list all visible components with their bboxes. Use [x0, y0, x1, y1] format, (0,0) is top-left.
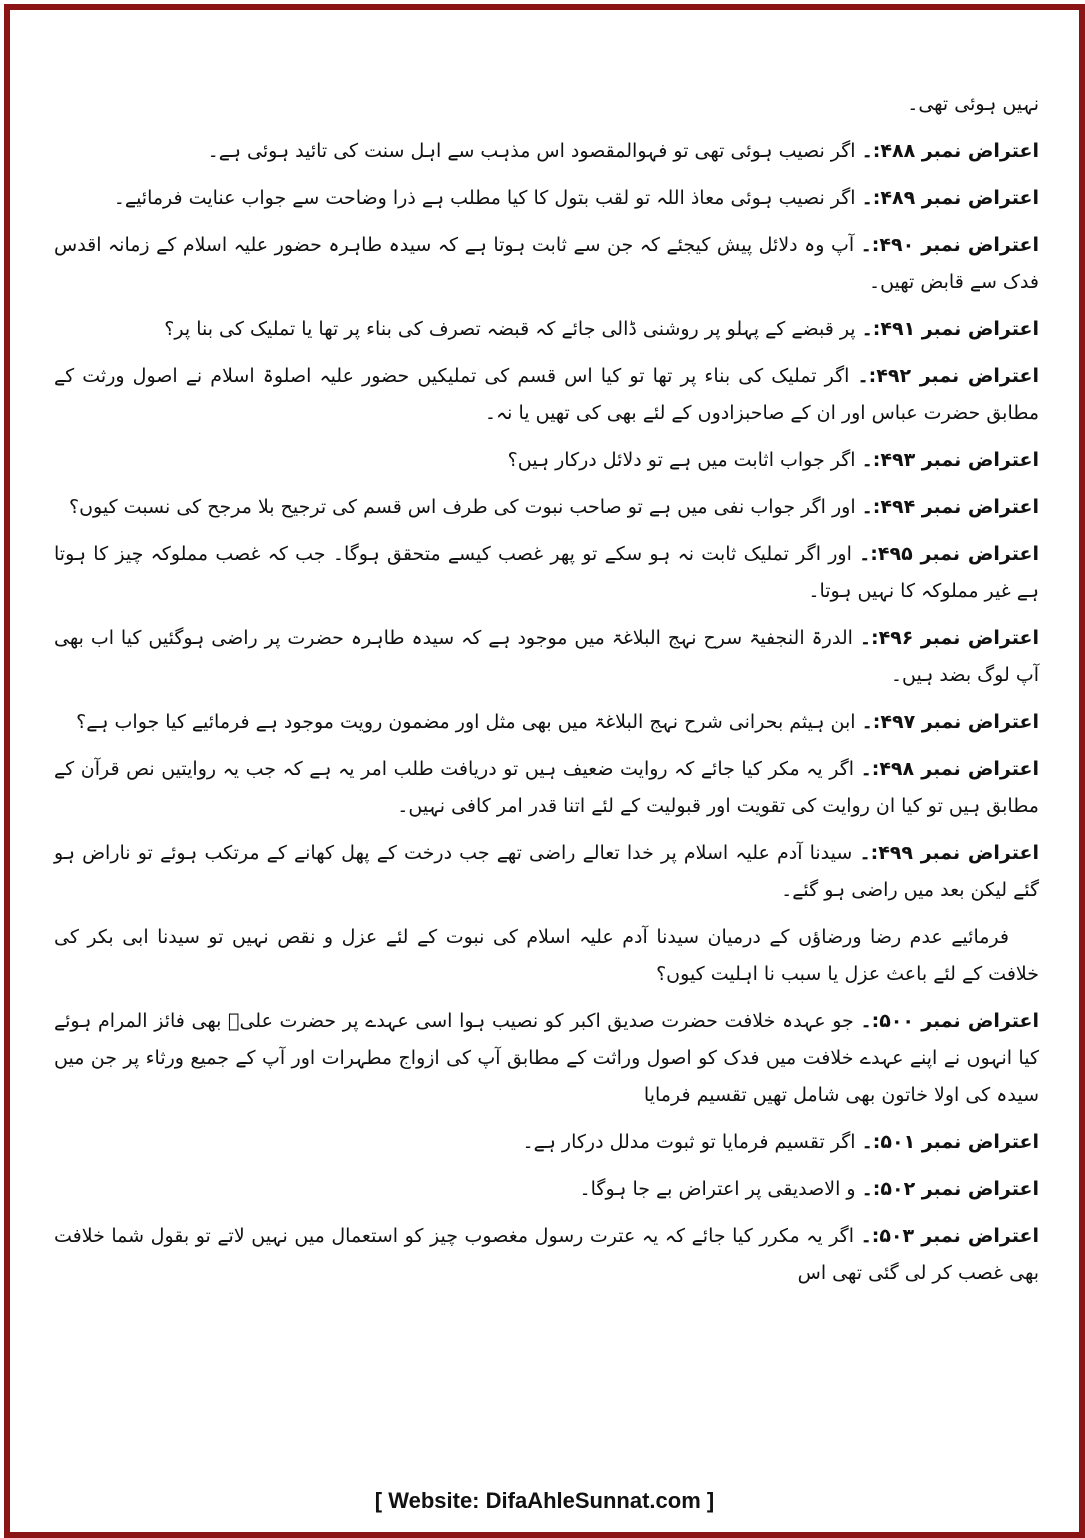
- objection-text: اگر نصیب ہوئی تھی تو فہوالمقصود اس مذہب سے اہل سنت کی تائید ہوئی ہے۔: [207, 140, 856, 162]
- objection-501: [54, 1124, 1039, 1161]
- objection-label: اعتراض نمبر ۴۹۹:۔: [859, 842, 1039, 864]
- objection-489: [54, 180, 1039, 217]
- objection-label: اعتراض نمبر ۵۰۰:۔: [860, 1010, 1040, 1032]
- website-footer: [ Website: DifaAhleSunnat.com ]: [374, 1488, 715, 1513]
- objection-text: اگر جواب اثابت میں ہے تو دلائل درکار ہیں؟: [507, 449, 856, 471]
- objection-label: اعتراض نمبر ۴۹۸:۔: [860, 758, 1039, 780]
- objection-label: اعتراض نمبر ۴۹۳:۔: [861, 449, 1039, 471]
- objection-text: جو عہدہ خلافت حضرت صدیق اکبر کو نصیب ہوا اسی عہدے پر حضرت علیؓ بھی فائز المرام ہوئے کیا انہوں نے اپنے عہدے خلافت میں فدک کو اصول وراثت کے مطابق آپ کی ازواج مطہرات اور آپ کے جمیع ورثاء پر جن میں سیدہ کی اولا خاتون بھی شامل تھیں تقسیم فرمایا: [54, 1010, 1039, 1106]
- objection-502: [54, 1171, 1039, 1208]
- objection-493: [54, 442, 1039, 479]
- objection-text: آپ وہ دلائل پیش کیجئے کہ جن سے ثابت ہوتا ہے کہ سیدہ طاہرہ حضور علیہ اسلام کے زمانہ اقدس فدک سے قابض تھیں۔: [54, 234, 1039, 293]
- page-border: [4, 4, 1085, 1538]
- objection-label: اعتراض نمبر ۴۹۲:۔: [857, 365, 1039, 387]
- objection-text: و الاصدیقی پر اعتراض بے جا ہوگا۔: [579, 1178, 856, 1200]
- objection-label: اعتراض نمبر ۴۹۵:۔: [859, 543, 1039, 565]
- objection-494: [54, 489, 1039, 526]
- objection-label: اعتراض نمبر ۴۹۷:۔: [861, 711, 1039, 733]
- objection-text: اگر یہ مکر کیا جائے کہ روایت ضعیف ہیں تو دریافت طلب امر یہ ہے کہ جب یہ روایتیں نص قرآن کے مطابق ہیں تو کیا ان روایت کی تقویت اور قبولیت کے لئے اتنا قدر امر کافی نہیں۔: [54, 758, 1039, 817]
- objection-text: پر قبضے کے پہلو پر روشنی ڈالی جائے کہ قبضہ تصرف کی بناء پر تھا یا تملیک کی بنا پر؟: [164, 318, 856, 340]
- objection-text: اگر تقسیم فرمایا تو ثبوت مدلل درکار ہے۔: [522, 1131, 856, 1153]
- objection-text: سیدنا آدم علیہ اسلام پر خدا تعالے راضی تھے جب درخت کے پھل کھانے کے مرتکب ہوئے تو ناراض ہو گئے لیکن بعد میں راضی ہو گئے۔: [54, 842, 1039, 901]
- objection-495: [54, 536, 1039, 610]
- objection-label: اعتراض نمبر ۵۰۱:۔: [861, 1131, 1039, 1153]
- objection-496: [54, 620, 1039, 694]
- objection-499: [54, 835, 1039, 909]
- objection-text: اور اگر تملیک ثابت نہ ہو سکے تو پھر غصب کیسے متحقق ہوگا۔ جب کہ غصب مملوکہ چیز کا ہوتا ہے غیر مملوکہ کا نہیں ہوتا۔: [54, 543, 1039, 602]
- objection-498: [54, 751, 1039, 825]
- objection-label: اعتراض نمبر ۴۹۶:۔: [859, 627, 1039, 649]
- objection-label: اعتراض نمبر ۴۹۰:۔: [860, 234, 1039, 256]
- objection-label: اعتراض نمبر ۴۸۸:۔: [861, 140, 1039, 162]
- objection-text: اگر تملیک کی بناء پر تھا تو کیا اس قسم کی تملیکیں حضور علیہ اصلوۃ اسلام نے اصول ورثت کے مطابق حضرت عباس اور ان کے صاحبزادوں کے لئے بھی کی تھیں یا نہ۔: [54, 365, 1039, 424]
- objection-text: اور اگر جواب نفی میں ہے تو صاحب نبوت کی طرف اس قسم کی ترجیح بلا مرجح کی نسبت کیوں؟: [68, 496, 856, 518]
- objection-491: [54, 311, 1039, 348]
- objection-label: اعتراض نمبر ۵۰۳:۔: [860, 1225, 1039, 1247]
- objection-503: [54, 1218, 1039, 1292]
- paragraph: نہیں ہوئی تھی۔: [907, 93, 1039, 115]
- objection-490: [54, 227, 1039, 301]
- objection-text: اگر یہ مکرر کیا جائے کہ یہ عترت رسول مغصوب چیز کو استعمال میں نہیں لاتے تو بقول شما خلافت بھی غصب کر لی گئی تھی اس: [54, 1225, 1039, 1284]
- objection-text: ابن ہیثم بحرانی شرح نہج البلاغۃ میں بھی مثل اور مضمون رویت موجود ہے فرمائیے کیا جواب ہے؟: [76, 711, 856, 733]
- objection-488: [54, 133, 1039, 170]
- objection-500: [54, 1003, 1039, 1114]
- document-body: [54, 86, 1039, 1302]
- objection-text: اگر نصیب ہوئی معاذ اللہ تو لقب بتول کا کیا مطلب ہے ذرا وضاحت سے جواب عنایت فرمائیے۔: [113, 187, 856, 209]
- objection-label: اعتراض نمبر ۴۹۱:۔: [861, 318, 1039, 340]
- objection-497: [54, 704, 1039, 741]
- objection-492: [54, 358, 1039, 432]
- paragraph: فرمائیے عدم رضا ورضاؤں کے درمیان سیدنا آدم علیہ اسلام کی نبوت کے لئے عزل و نقص نہیں تو سیدنا ابی بکر کی خلافت کے لئے باعث عزل یا سبب نا اہلیت کیوں؟: [54, 926, 1039, 985]
- objection-label: اعتراض نمبر ۵۰۲:۔: [861, 1178, 1039, 1200]
- objection-text: الدرۃ النجفیۃ سرح نہج البلاغۃ میں موجود ہے کہ سیدہ طاہرہ حضرت پر راضی ہوگئیں کیا اب بھی آپ لوگ بضد ہیں۔: [54, 627, 1039, 686]
- objection-label: اعتراض نمبر ۴۹۴:۔: [861, 496, 1039, 518]
- objection-label: اعتراض نمبر ۴۸۹:۔: [861, 187, 1039, 209]
